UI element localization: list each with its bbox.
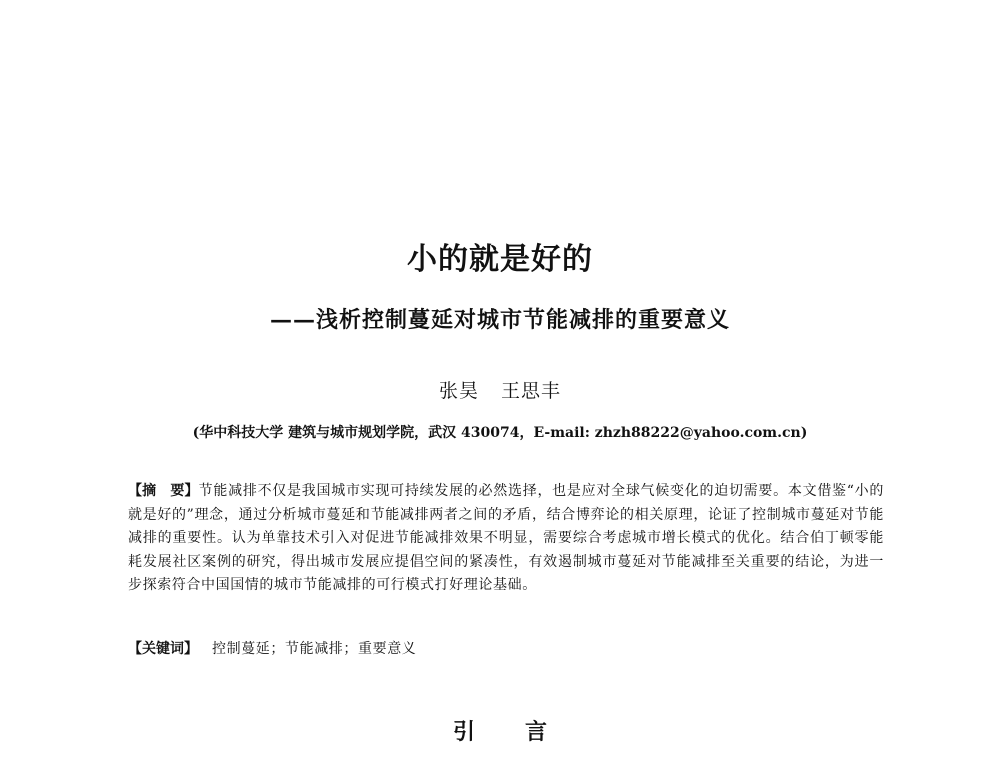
author-list — [0, 377, 1000, 405]
paper-subtitle: ——浅析控制蔓延对城市节能减排的重要意义 — [269, 307, 730, 333]
abstract-text: 节能减排不仅是我国城市实现可持续发展的必然选择，也是应对全球气候变化的迫切需要。本文借鉴“小的就是好的”理念，通过分析城市蔓延和节能减排两者之间的矛盾，结合博弈论的相关原理，论证了控制城市蔓延对节能减排的重要性。认为单靠技术引入对促进节能减排效果不明显，需要综合考虑城市增长模式的优化。结合伯丁顿零能耗发展社区案例的研究，得出城市发展应提倡空间的紧凑性，有效遏制城市蔓延对节能减排至关重要的结论，为进一步探索符合中国国情的城市节能减排的可行模式打好理论基础。 — [128, 483, 884, 594]
keywords — [128, 637, 884, 661]
author-name: 张昊 — [438, 380, 479, 402]
abstract-label: 【摘 要】 — [128, 483, 199, 499]
section-heading: 引言 — [452, 720, 597, 745]
abstract — [128, 480, 884, 598]
keywords-label: 【关键词】 — [128, 641, 198, 657]
keywords-text: 控制蔓延；节能减排；重要意义 — [212, 641, 417, 657]
author-name: 王思丰 — [501, 380, 562, 402]
author-affiliation: (华中科技大学 建筑与城市规划学院，武汉 430074，E-mail: zhzh88222@yahoo.com.cn) — [192, 425, 808, 441]
paper-title: 小的就是好的 — [407, 242, 593, 277]
